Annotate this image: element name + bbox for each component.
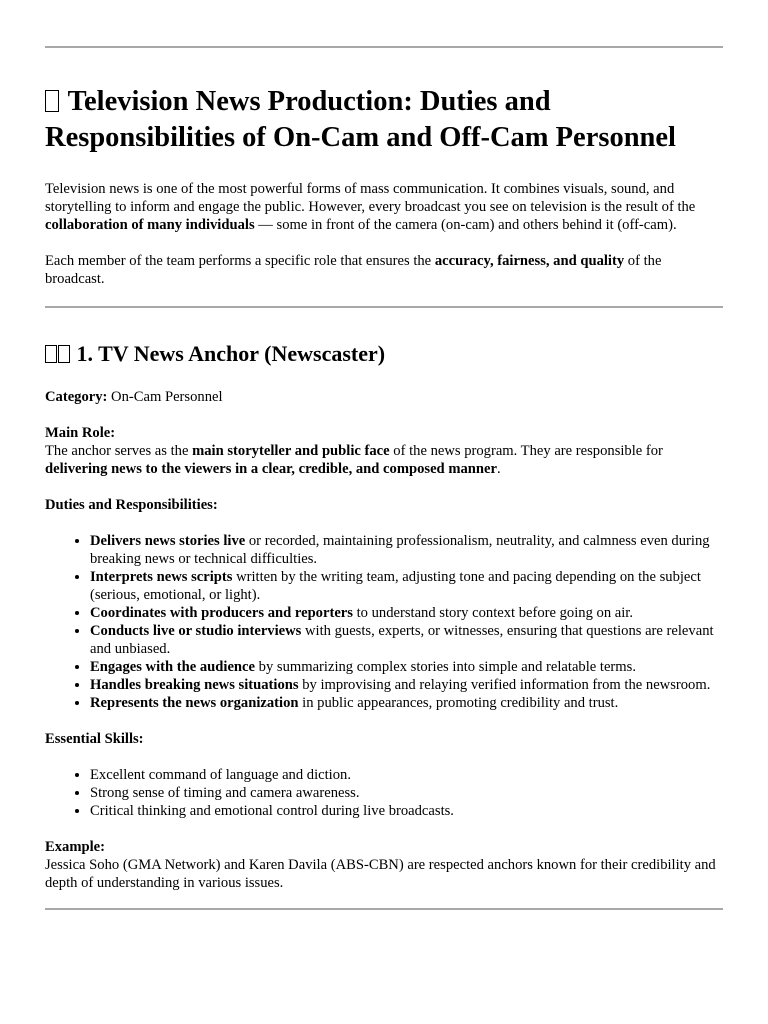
example-block: Example: Jessica Soho (GMA Network) and Karen Davila (ABS-CBN) are respected anchors known for their credibility and depth of understanding in various issues. xyxy=(45,839,716,891)
duties-list xyxy=(45,532,723,712)
list-item: • Coordinates with producers and reporters to understand story context before going on air. xyxy=(90,604,723,622)
person-emoji-icon xyxy=(45,345,57,363)
section-heading-anchor: 1. TV News Anchor (Newscaster) xyxy=(45,340,723,368)
bottom-divider xyxy=(45,908,723,910)
main-role-block: Main Role: The anchor serves as the main storyteller and public face of the news program. They are responsible for delivering news to the viewers in a clear, credible, and composed manner. xyxy=(45,425,663,477)
top-divider xyxy=(45,46,723,48)
document-page xyxy=(45,0,723,910)
intro-paragraph-1: Television news is one of the most powerful forms of mass communication. It combines visuals, sound, and storytelling to inform and engage the public. However, every broadcast you see on television is the result of the collaboration of many individuals — some in front of the camera (on-cam) and others behind it (off-cam). xyxy=(45,181,696,233)
page-title: Television News Production: Duties and Responsibilities of On-Cam and Off-Cam Personnel xyxy=(45,86,676,153)
list-item: • Strong sense of timing and camera awareness. xyxy=(90,784,723,802)
duties-label: Duties and Responsibilities: xyxy=(45,497,218,513)
list-item: • Engages with the audience by summarizing complex stories into simple and relatable terms. xyxy=(90,658,723,676)
list-item: • Represents the news organization in public appearances, promoting credibility and trust. xyxy=(90,694,723,712)
category-line: Category: On-Cam Personnel xyxy=(45,389,223,405)
skills-list xyxy=(45,766,723,820)
section-divider xyxy=(45,306,723,308)
list-item: • Critical thinking and emotional control during live broadcasts. xyxy=(90,802,723,820)
list-item: • Handles breaking news situations by improvising and relaying verified information from the newsroom. xyxy=(90,676,723,694)
microphone-emoji-icon xyxy=(58,345,70,363)
list-item: • Conducts live or studio interviews with guests, experts, or witnesses, ensuring that questions are relevant and unbiased. xyxy=(90,622,723,658)
list-item: • Delivers news stories live or recorded, maintaining professionalism, neutrality, and calmness even during breaking news or technical difficulties. xyxy=(90,532,723,568)
list-item: • Interprets news scripts written by the writing team, adjusting tone and pacing depending on the subject (serious, emotional, or light). xyxy=(90,568,723,604)
list-item: • Excellent command of language and diction. xyxy=(90,766,723,784)
intro-paragraph-2: Each member of the team performs a specific role that ensures the accuracy, fairness, and quality of the broadcast. xyxy=(45,253,662,287)
tv-emoji-icon xyxy=(45,90,59,112)
skills-label: Essential Skills: xyxy=(45,731,144,747)
